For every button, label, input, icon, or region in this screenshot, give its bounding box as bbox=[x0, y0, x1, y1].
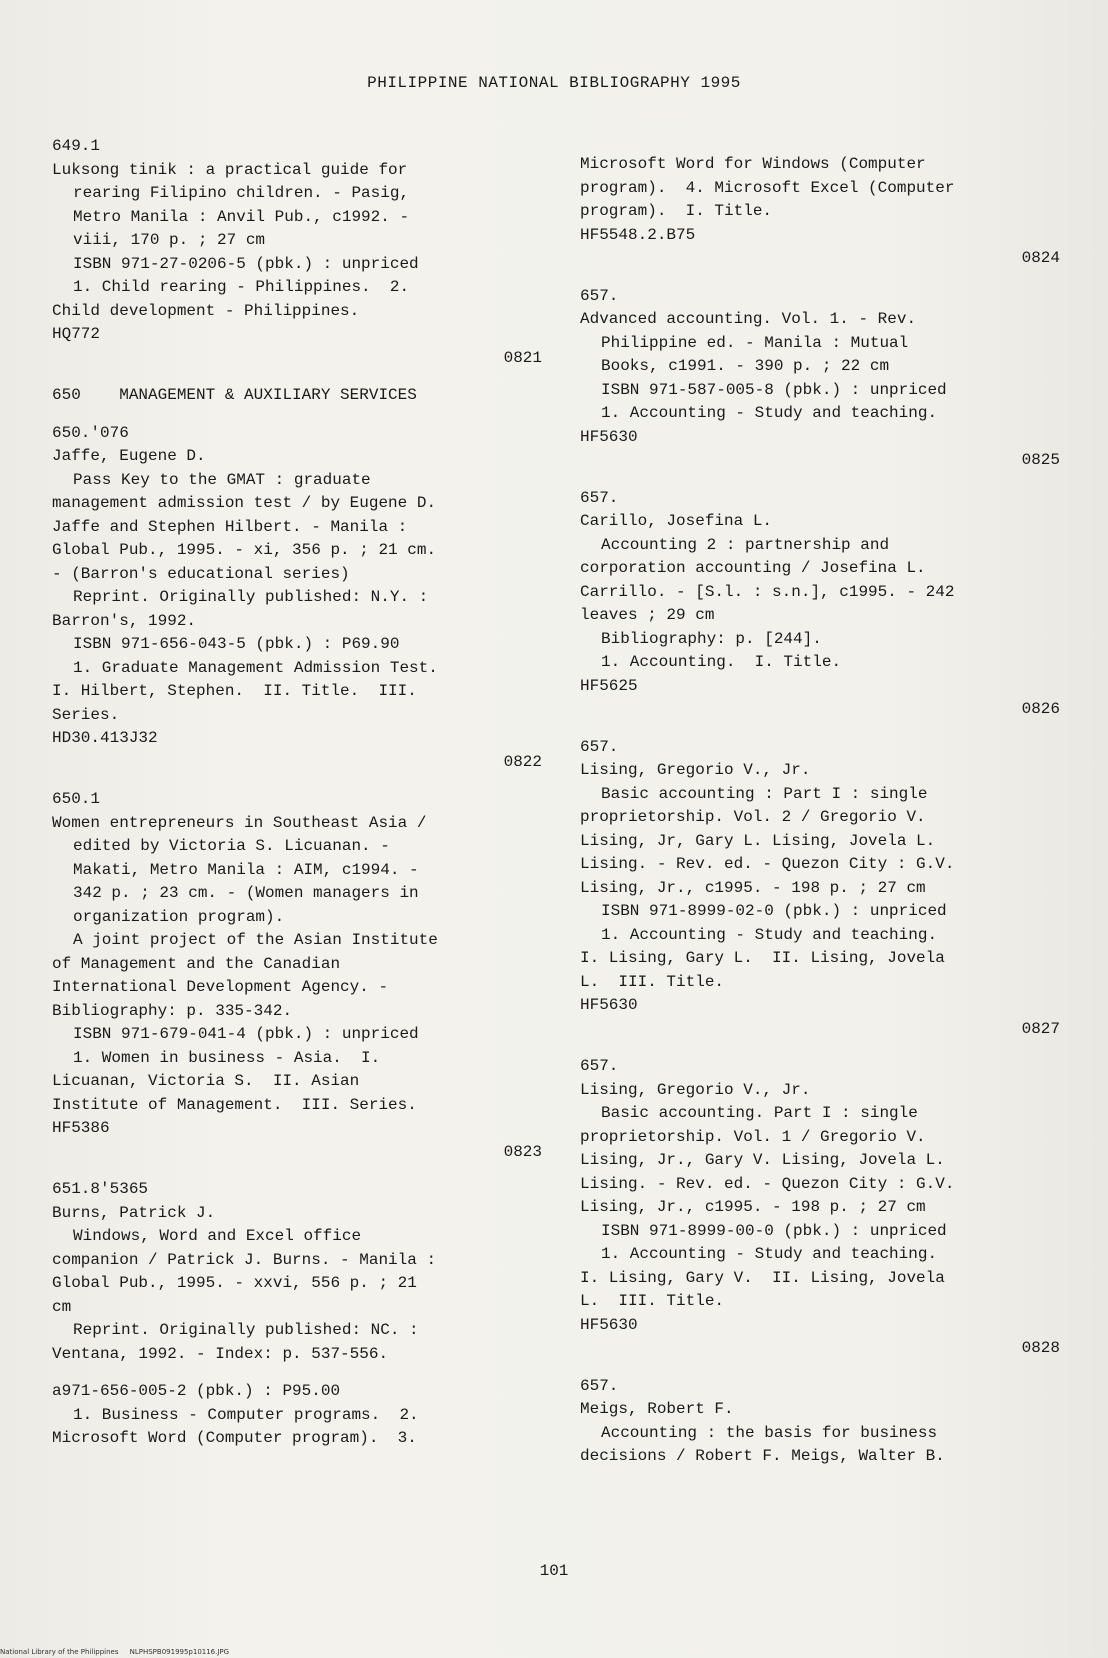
author: Burns, Patrick J. bbox=[52, 1203, 216, 1222]
entry-line: Lising, Jr., c1995. - 198 p. ; 27 cm bbox=[580, 878, 926, 897]
entry-line: Series. bbox=[52, 705, 120, 724]
entry-line: Barron's, 1992. bbox=[52, 611, 197, 630]
isbn-line: ISBN 971-587-005-8 (pbk.) : unpriced bbox=[601, 380, 947, 399]
title-line: Accounting 2 : partnership and bbox=[601, 535, 890, 554]
entry-number: 0825 bbox=[1021, 451, 1060, 469]
entry-number: 0821 bbox=[503, 348, 542, 367]
entry-line: I. Hilbert, Stephen. II. Title. III. bbox=[52, 682, 417, 700]
isbn-line: ISBN 971-8999-02-0 (pbk.) : unpriced bbox=[601, 902, 947, 920]
entry-0824-start bbox=[52, 1178, 542, 1451]
subject-line: 1. Accounting. I. Title. bbox=[601, 653, 842, 671]
class-number: 657. bbox=[580, 286, 619, 305]
page-number: 101 bbox=[539, 1562, 569, 1580]
entry-line: Microsoft Word (Computer program). 3. bbox=[52, 1429, 417, 1447]
note-line: Reprint. Originally published: NC. : bbox=[73, 1321, 419, 1339]
page-header: PHILIPPINE NATIONAL BIBLIOGRAPHY 1995 bbox=[367, 74, 741, 92]
entry-line: Metro Manila : Anvil Pub., c1992. - bbox=[73, 207, 410, 226]
entry-line: L. III. Title. bbox=[580, 972, 725, 991]
entry-line: Ventana, 1992. - Index: p. 537-556. bbox=[52, 1344, 389, 1363]
author: Lising, Gregorio V., Jr. bbox=[580, 761, 811, 779]
entry-line: program). 4. Microsoft Excel (Computer bbox=[580, 178, 955, 197]
call-number: HF5386 bbox=[52, 1119, 110, 1137]
author: Lising, Gregorio V., Jr. bbox=[580, 1080, 811, 1099]
entry-line: Lising, Jr, Gary L. Lising, Jovela L. bbox=[580, 831, 936, 850]
entry-line: Licuanan, Victoria S. II. Asian bbox=[52, 1072, 360, 1090]
right-column bbox=[580, 153, 1060, 1469]
entry-line: 342 p. ; 23 cm. - (Women managers in bbox=[73, 884, 419, 902]
entry-line: Institute of Management. III. Series. bbox=[52, 1095, 417, 1114]
scan-credit: National Library of the Philippines NLPHSPB091995p10116.JPG bbox=[0, 1648, 230, 1656]
entry-line: Global Pub., 1995. - xxvi, 556 p. ; 21 bbox=[52, 1274, 417, 1292]
isbn-line: a971-656-005-2 (pbk.) : P95.00 bbox=[52, 1382, 341, 1400]
left-column bbox=[52, 135, 542, 1451]
class-number: 649.1 bbox=[52, 137, 101, 155]
class-number: 657. bbox=[580, 488, 619, 507]
class-number: 650.'076 bbox=[52, 423, 129, 442]
title-line: Basic accounting. Part I : single bbox=[601, 1104, 918, 1122]
entry-number: 0824 bbox=[1021, 249, 1060, 267]
isbn-line: ISBN 971-679-041-4 (pbk.) : unpriced bbox=[73, 1025, 419, 1043]
entry-line: Child development - Philippines. bbox=[52, 301, 360, 320]
call-number: HQ772 bbox=[52, 325, 101, 343]
entry-line: Books, c1991. - 390 p. ; 22 cm bbox=[601, 357, 890, 375]
entry-line: program). I. Title. bbox=[580, 202, 773, 220]
entry-line: organization program). bbox=[73, 907, 285, 926]
isbn-line: ISBN 971-656-043-5 (pbk.) : P69.90 bbox=[73, 635, 400, 653]
entry-line: Carrillo. - [S.l. : s.n.], c1995. - 242 bbox=[580, 582, 955, 601]
author: Meigs, Robert F. bbox=[580, 1400, 734, 1418]
entry-line: Bibliography: p. 335-342. bbox=[52, 1001, 293, 1020]
isbn-line: ISBN 971-8999-00-0 (pbk.) : unpriced bbox=[601, 1221, 947, 1240]
entry-line: Makati, Metro Manila : AIM, c1994. - bbox=[73, 860, 419, 879]
entry-line: International Development Agency. - bbox=[52, 978, 389, 996]
subject-line: 1. Accounting - Study and teaching. bbox=[601, 925, 938, 944]
class-number: 657. bbox=[580, 1057, 619, 1075]
subject-line: 1. Women in business - Asia. I. bbox=[73, 1048, 381, 1067]
subject-line: 1. Accounting - Study and teaching. bbox=[601, 404, 938, 422]
call-number: HD30.413J32 bbox=[52, 729, 158, 747]
entry-line: of Management and the Canadian bbox=[52, 954, 341, 973]
title-line: Basic accounting : Part I : single bbox=[601, 784, 928, 803]
entry-0828 bbox=[580, 1055, 1060, 1361]
entry-0827 bbox=[580, 736, 1060, 1042]
entry-line: - (Barron's educational series) bbox=[52, 564, 350, 583]
entry-0829-start bbox=[580, 1375, 1060, 1469]
entry-line: Lising. - Rev. ed. - Quezon City : G.V. bbox=[580, 855, 955, 873]
entry-0824-end bbox=[580, 153, 1060, 271]
class-number: 650.1 bbox=[52, 790, 101, 808]
entry-number: 0826 bbox=[1021, 700, 1060, 718]
call-number: HF5625 bbox=[580, 676, 638, 695]
entry-line: rearing Filipino children. - Pasig, bbox=[73, 184, 410, 202]
call-number: HF5630 bbox=[580, 1315, 638, 1334]
entry-line: proprietorship. Vol. 1 / Gregorio V. bbox=[580, 1127, 926, 1146]
entry-number: 0823 bbox=[503, 1142, 542, 1161]
author: Carillo, Josefina L. bbox=[580, 512, 773, 530]
entry-line: viii, 170 p. ; 27 cm bbox=[73, 231, 266, 249]
entry-line: I. Lising, Gary L. II. Lising, Jovela bbox=[580, 949, 945, 967]
class-number: 651.8'5365 bbox=[52, 1180, 149, 1198]
entry-line: Global Pub., 1995. - xi, 356 p. ; 21 cm. bbox=[52, 541, 437, 559]
entry-line: Lising. - Rev. ed. - Quezon City : G.V. bbox=[580, 1174, 955, 1193]
call-number: HF5630 bbox=[580, 996, 638, 1014]
entry-number: 0827 bbox=[1021, 1019, 1060, 1038]
entry-0821 bbox=[52, 135, 542, 370]
title-line: Pass Key to the GMAT : graduate bbox=[73, 470, 371, 489]
entry-line: I. Lising, Gary V. II. Lising, Jovela bbox=[580, 1268, 945, 1287]
entry-line: Lising, Jr., Gary V. Lising, Jovela L. bbox=[580, 1151, 945, 1169]
entry-line: companion / Patrick J. Burns. - Manila : bbox=[52, 1250, 437, 1269]
entry-line: Microsoft Word for Windows (Computer bbox=[580, 155, 926, 173]
entry-0823 bbox=[52, 788, 542, 1164]
isbn-line: ISBN 971-27-0206-5 (pbk.) : unpriced bbox=[73, 254, 419, 273]
call-number: HF5630 bbox=[580, 427, 638, 446]
entry-0822 bbox=[52, 422, 542, 775]
entry-line: L. III. Title. bbox=[580, 1292, 725, 1310]
entry-line: decisions / Robert F. Meigs, Walter B. bbox=[580, 1447, 945, 1465]
note-line: A joint project of the Asian Institute bbox=[73, 931, 438, 949]
note-line: Reprint. Originally published: N.Y. : bbox=[73, 588, 429, 606]
entry-line: management admission test / by Eugene D. bbox=[52, 494, 437, 512]
subject-line: 1. Business - Computer programs. 2. bbox=[73, 1405, 419, 1424]
entry-line: corporation accounting / Josefina L. bbox=[580, 559, 926, 577]
note-line: Bibliography: p. [244]. bbox=[601, 629, 822, 648]
subject-line: 1. Child rearing - Philippines. 2. bbox=[73, 278, 410, 296]
entry-0825 bbox=[580, 285, 1060, 473]
entry-line: cm bbox=[52, 1297, 72, 1316]
subject-line: 1. Graduate Management Admission Test. bbox=[73, 658, 438, 677]
entry-line: Philippine ed. - Manila : Mutual bbox=[601, 333, 909, 352]
subject-line: 1. Accounting - Study and teaching. bbox=[601, 1245, 938, 1263]
entry-number: 0822 bbox=[503, 752, 542, 771]
title-line: Windows, Word and Excel office bbox=[73, 1227, 362, 1245]
entry-line: proprietorship. Vol. 2 / Gregorio V. bbox=[580, 808, 926, 826]
entry-line: Lising, Jr., c1995. - 198 p. ; 27 cm bbox=[580, 1198, 926, 1216]
entry-line: leaves ; 29 cm bbox=[580, 606, 715, 624]
title-line: Accounting : the basis for business bbox=[601, 1423, 938, 1442]
section-heading: 650 MANAGEMENT & AUXILIARY SERVICES bbox=[52, 386, 417, 404]
entry-number: 0828 bbox=[1021, 1339, 1060, 1357]
title-line: Women entrepreneurs in Southeast Asia / bbox=[52, 813, 427, 832]
entry-line: edited by Victoria S. Licuanan. - bbox=[73, 837, 390, 855]
title-line: Advanced accounting. Vol. 1. - Rev. bbox=[580, 310, 917, 328]
author: Jaffe, Eugene D. bbox=[52, 447, 206, 465]
class-number: 657. bbox=[580, 1376, 619, 1395]
entry-line: Luksong tinik : a practical guide for bbox=[52, 160, 408, 179]
call-number: HF5548.2.B75 bbox=[580, 225, 696, 244]
entry-line: Jaffe and Stephen Hilbert. - Manila : bbox=[52, 517, 408, 536]
entry-0826 bbox=[580, 487, 1060, 722]
class-number: 657. bbox=[580, 737, 619, 756]
